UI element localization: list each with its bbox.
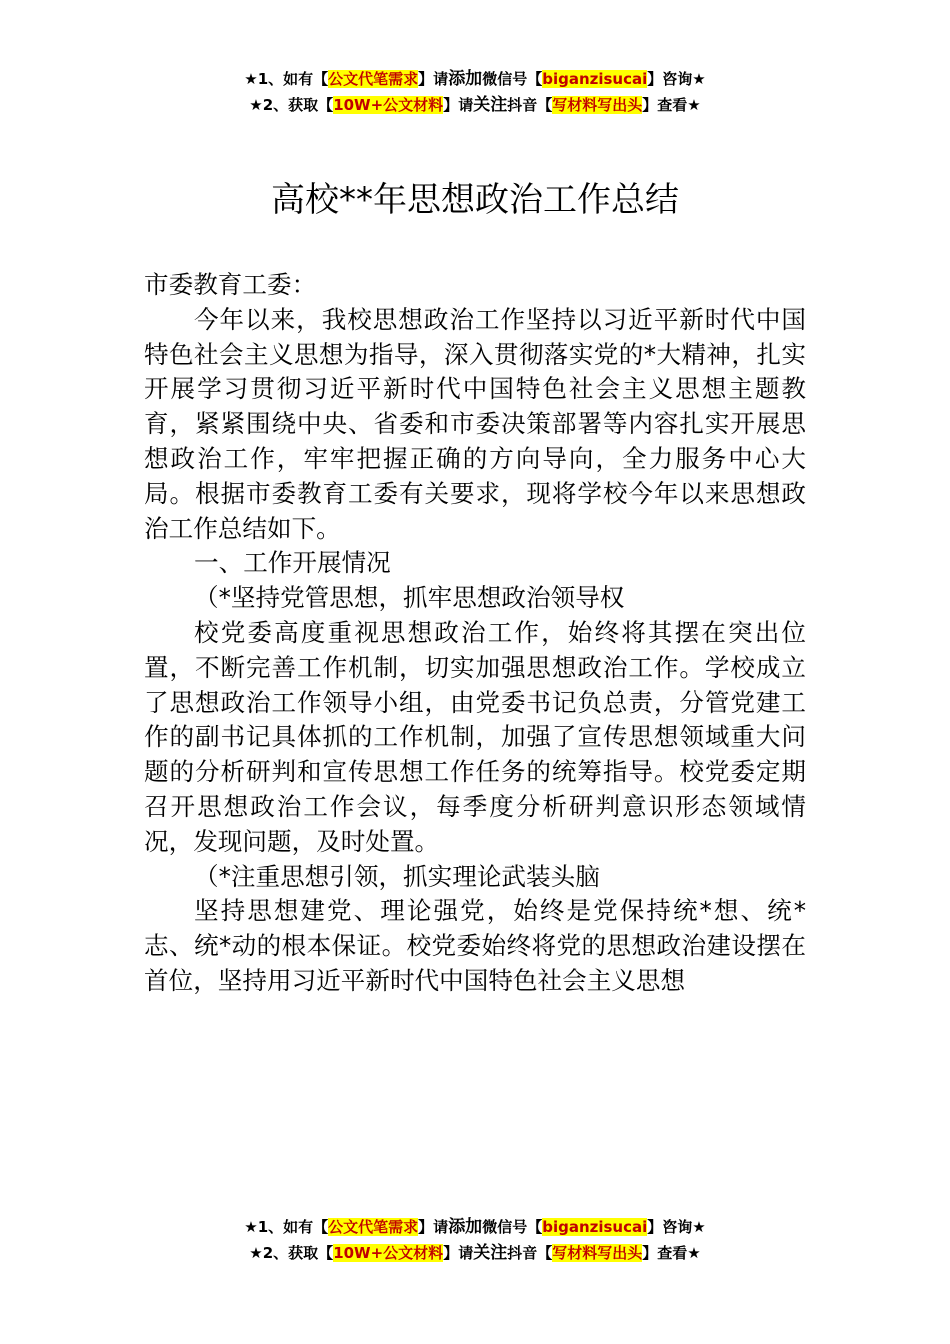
paragraph-theory: 坚持思想建党、理论强党，始终是党保持统*想、统*志、统*动的根本保证。校党委始终将党的思想政治建设摆在首位，坚持用习近平新时代中国特色社会主义思想 xyxy=(144,896,806,995)
footer-line-2-prefix: ★2、获取【 xyxy=(249,1244,334,1262)
footer-line-2-emphasis: 关注 xyxy=(473,1243,508,1263)
document-title: 高校**年思想政治工作总结 xyxy=(271,180,679,220)
banner-line-1-highlight-service: 公文代笔需求 xyxy=(328,70,419,88)
subsection-heading-2: （*注重思想引领，抓实理论武装头脑 xyxy=(194,861,600,891)
footer-line-1-highlight-service: 公文代笔需求 xyxy=(328,1218,419,1236)
document-body xyxy=(144,268,806,999)
footer-line-1-emphasis: 添加 xyxy=(448,1217,483,1237)
salutation: 市委教育工委： xyxy=(144,270,317,299)
banner-line-1-prefix: ★1、如有【 xyxy=(244,70,329,88)
paragraph-leadership: 校党委高度重视思想政治工作，始终将其摆在突出位置，不断完善工作机制，切实加强思想政治工作。学校成立了思想政治工作领导小组，由党委书记负总责，分管党建工作的副书记具体抓的工作机制，加强了宣传思想领域重大问题的分析研判和宣传思想工作任务的统筹指导。校党委定期召开思想政治工作会议，每季度分析研判意识形态领域情况，发现问题，及时处置。 xyxy=(144,617,806,856)
footer-line-2-mid1: 】请 xyxy=(443,1244,474,1262)
banner-line-1 xyxy=(0,66,950,92)
banner-line-2-emphasis: 关注 xyxy=(473,95,508,115)
banner-line-1-suffix: 】咨询★ xyxy=(647,70,706,88)
banner-line-2 xyxy=(0,92,950,118)
banner-line-1-mid2: 微信号【 xyxy=(482,70,543,88)
banner-line-1-highlight-wechat-id: biganzisucai xyxy=(542,70,648,88)
footer-line-1-prefix: ★1、如有【 xyxy=(244,1218,329,1236)
banner-line-1-mid1: 】请 xyxy=(418,70,449,88)
footer-line-1-suffix: 】咨询★ xyxy=(647,1218,706,1236)
header-banner xyxy=(0,66,950,118)
banner-line-2-highlight-account: 写材料写出头 xyxy=(552,96,643,114)
paragraph-intro: 今年以来，我校思想政治工作坚持以习近平新时代中国特色社会主义思想为指导，深入贯彻落实党的*大精神，扎实开展学习贯彻习近平新时代中国特色社会主义思想主题教育，紧紧围绕中央、省委和市委决策部署等内容扎实开展思想政治工作，牢牢把握正确的方向导向，全力服务中心大局。根据市委教育工委有关要求，现将学校今年以来思想政治工作总结如下。 xyxy=(144,304,806,543)
footer-line-2-highlight-account: 写材料写出头 xyxy=(552,1244,643,1262)
banner-line-2-highlight-materials: 10W+公文材料 xyxy=(333,96,444,114)
footer-line-2-suffix: 】查看★ xyxy=(642,1244,701,1262)
banner-line-1-emphasis: 添加 xyxy=(448,69,483,89)
footer-banner xyxy=(0,1214,950,1266)
banner-line-2-suffix: 】查看★ xyxy=(642,96,701,114)
section-heading-1: 一、工作开展情况 xyxy=(194,548,391,578)
footer-line-1-mid1: 】请 xyxy=(418,1218,449,1236)
subsection-heading-1: （*坚持党管思想，抓牢思想政治领导权 xyxy=(194,583,625,613)
footer-line-1 xyxy=(0,1214,950,1240)
footer-line-2-mid2: 抖音【 xyxy=(507,1244,553,1262)
footer-line-1-highlight-wechat-id: biganzisucai xyxy=(542,1218,648,1236)
footer-line-1-mid2: 微信号【 xyxy=(482,1218,543,1236)
banner-line-2-mid1: 】请 xyxy=(443,96,474,114)
footer-line-2-highlight-materials: 10W+公文材料 xyxy=(333,1244,444,1262)
footer-line-2 xyxy=(0,1240,950,1266)
banner-line-2-mid2: 抖音【 xyxy=(507,96,553,114)
banner-line-2-prefix: ★2、获取【 xyxy=(249,96,334,114)
